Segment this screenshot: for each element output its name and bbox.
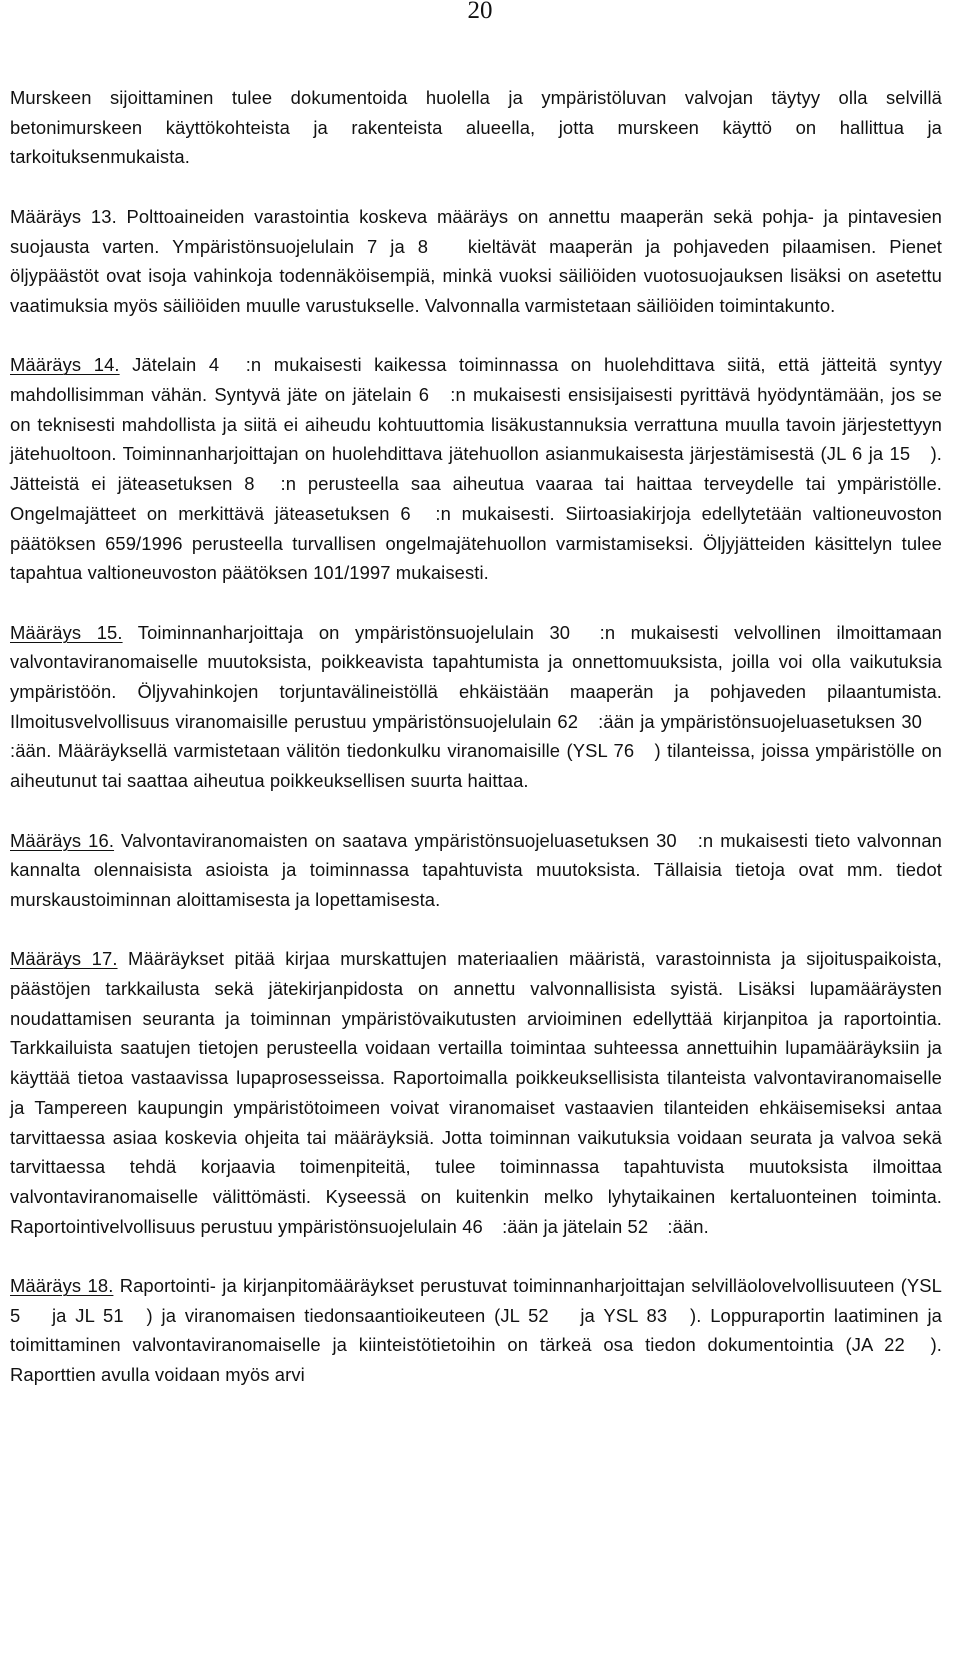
- paragraph-text: :ään.: [667, 1215, 709, 1237]
- paragraph-text: Määräykset pitää kirjaa murskattujen materiaalien määristä, varastoinnista ja sijoituspaikoista, päästöjen tarkkailusta sekä jätekirjanpidosta on annettu valvonnallisista syistä. Lisäksi lupamääräysten noudattamisen seuranta ja toiminnan ympäristövaikutusten arvioiminen edellyttää kirjanpitoa ja raportointia. Tarkkailuista saatujen tietojen perusteella voidaan vertailla toimintaa suhteessa annettuihin lupamääräyksiin ja käyttää tietoa vastaavissa lupaprosesseissa. Raportoimalla poikkeuksellisista tilanteista valvontaviranomaiselle ja Tampereen kaupungin ympäristötoimeen voivat viranomaiset vastaavien tilanteiden ehkäisemiseksi antaa tarvittaessa asiaa koskevia ohjeita tai määräyksiä. Jotta toiminnan vaikutuksia voidaan seurata ja valvoa sekä tarvittaessa tehdä korjaavia toimenpiteitä, tulee toiminnassa tapahtuvista muutoksista ilmoittaa valvontaviranomaiselle välittömästi. Kyseessä on kuitenkin melko lyhytaikainen kertaluonteinen toiminta. Raportointivelvollisuus perustuu ympäristönsuojelulain 46: [10, 948, 942, 1237]
- paragraph: [10, 350, 942, 588]
- section-sign-icon: [643, 741, 653, 761]
- section-sign-icon: [678, 1306, 688, 1326]
- section-sign-icon: [438, 385, 448, 405]
- section-sign-icon: [586, 712, 596, 732]
- paragraph-text: :n mukaisesti kaikessa toiminnassa on huolehdittava siitä, että jätteitä syntyy mahdollisimman vähän. Syntyvä jäte on jätelain 6: [10, 354, 942, 405]
- section-sign-icon: [269, 474, 279, 494]
- paragraph: [10, 618, 942, 796]
- paragraph-text: :n mukaisesti. Siirtoasiakirjoja edellytetään valtioneuvoston päätöksen 659/1996 perusteella turvallisen ongelmajätehuollon varmistamiseksi. Öljyjätteiden käsittelyn tulee tapahtua valtioneuvoston päätöksen 101/1997 mukaisesti.: [10, 502, 942, 584]
- section-sign-icon: [31, 1306, 41, 1326]
- paragraph: [10, 83, 942, 172]
- paragraph-text: :ään ja jätelain 52: [502, 1215, 654, 1237]
- paragraph-text: :n mukaisesti tieto valvonnan kannalta olennaisista asioista ja toiminnassa tapahtuvista muutoksista. Tällaisia tietoja ovat mm. tiedot murskaustoiminnan aloittamisesta ja lopettamisesta.: [10, 829, 943, 910]
- paragraph-text: :n perusteella saa aiheutua vaaraa tai haittaa terveydelle tai ympäristölle. Ongelmajätteet on merkittävä jäteasetuksen 6: [10, 473, 942, 524]
- regulation-heading: Määräys 13.: [10, 205, 117, 227]
- regulation-heading: Määräys 15.: [10, 621, 123, 643]
- paragraph-text: ) ja viranomaisen tiedonsaantioikeuteen (JL 52: [146, 1304, 558, 1326]
- section-sign-icon: [423, 504, 433, 524]
- paragraph-text: kieltävät maaperän ja pohjaveden pilaamisen. Pienet öljypäästöt ovat isoja vahinkoja todennäköisempiä, minkä vuoksi säiliöiden vuotosuojauksen lisäksi on asetettu vaatimuksia myös säiliöiden muulle varustukselle. Valvonnalla varmistetaan säiliöiden toimintakunto.: [10, 235, 942, 316]
- paragraph-text: :ään. Määräyksellä varmistetaan välitön tiedonkulku viranomaisille (YSL 76: [10, 740, 641, 762]
- regulation-heading: Määräys 18.: [10, 1275, 114, 1297]
- paragraph-text: :n mukaisesti velvollinen ilmoittamaan valvontaviranomaiselle muutoksista, poikkeavista tapahtumista ja onnettomuuksista, joilla voi olla vaikutuksia ympäristöön. Öljyvahinkojen torjuntavälineistöllä ehkäistään maaperän ja pohjaveden pilaantumista. Ilmoitusvelvollisuus viranomaisille perustuu ympäristönsuojelulain 62: [10, 621, 943, 732]
- paragraph-text: ja YSL 83: [571, 1304, 676, 1326]
- section-sign-icon: [588, 623, 598, 643]
- paragraph-text: :n mukaisesti ensisijaisesti pyrittävä hyödyntämään, jos se on teknisesti mahdollista ja siitä ei aiheudu kohtuuttomia lisäkustannuksia verrattuna muulla tavoin järjestettyyn jätehuoltoon. Toiminnanharjoittajan on huolehdittava jätehuollon asianmukaisesta järjestämisestä (JL 6 ja 15: [10, 384, 943, 465]
- paragraph-text: ). Raporttien avulla voidaan myös arvi: [10, 1334, 942, 1386]
- paragraph-text: ). Loppuraportin laatiminen ja toimittaminen valvontaviranomaiselle ja kiinteistötietoihin on tärkeä osa tiedon dokumentointia (JA 22: [10, 1304, 942, 1356]
- paragraph-text: Toiminnanharjoittaja on ympäristönsuojelulain 30: [122, 621, 586, 643]
- section-sign-icon: [686, 831, 696, 851]
- regulation-heading: Määräys 14.: [10, 354, 120, 376]
- paragraph-text: Polttoaineiden varastointia koskeva määräys on annettu maaperän sekä pohja- ja pintavesien suojausta varten. Ympäristönsuojelulain 7 ja 8: [10, 205, 942, 257]
- paragraph: [10, 1271, 942, 1390]
- page-number: 20: [467, 0, 493, 24]
- paragraph-text: :ään ja ympäristönsuojeluasetuksen 30: [598, 710, 928, 732]
- document-body: [10, 83, 942, 1390]
- paragraph-text: Murskeen sijoittaminen tulee dokumentoida huolella ja ympäristöluvan valvojan täytyy olla selvillä betonimurskeen käyttökohteista ja rakenteista alueella, jotta murskeen käyttö on hallittua ja tarkoituksenmukaista.: [10, 87, 942, 168]
- section-sign-icon: [655, 1217, 665, 1237]
- section-sign-icon: [930, 712, 940, 732]
- paragraph-text: ja JL 51: [43, 1304, 133, 1326]
- section-sign-icon: [919, 1335, 929, 1355]
- regulation-heading: Määräys 16.: [10, 829, 115, 851]
- section-sign-icon: [919, 444, 929, 464]
- section-sign-icon: [490, 1217, 500, 1237]
- paragraph-text: Jätelain 4: [119, 354, 232, 376]
- regulation-heading: Määräys 17.: [10, 948, 118, 970]
- paragraph-text: Valvontaviranomaisten on saatava ympäristönsuojeluasetuksen 30: [114, 829, 684, 851]
- section-sign-icon: [234, 355, 244, 375]
- paragraph: [10, 202, 942, 321]
- paragraph: [10, 944, 942, 1241]
- paragraph-text: ) tilanteissa, joissa ympäristölle on aiheutunut tai saattaa aiheutua poikkeuksellisen suurta haittaa.: [10, 740, 942, 792]
- section-sign-icon: [135, 1306, 145, 1326]
- paragraph-text: ). Jätteistä ei jäteasetuksen 8: [10, 443, 942, 495]
- paragraph: [10, 826, 942, 915]
- section-sign-icon: [560, 1306, 570, 1326]
- section-sign-icon: [443, 237, 453, 257]
- paragraph-text: Raportointi- ja kirjanpitomääräykset perustuvat toiminnanharjoittajan selvilläolovelvollisuuteen (YSL 5: [10, 1275, 942, 1326]
